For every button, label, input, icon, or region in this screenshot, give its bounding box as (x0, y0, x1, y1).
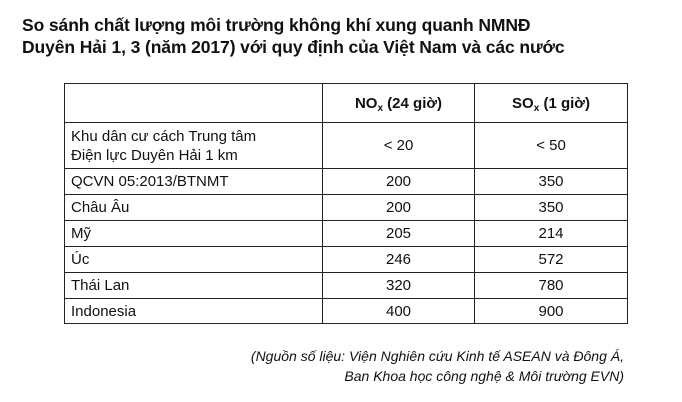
sox-value: < 50 (475, 123, 628, 169)
title-line-2: Duyên Hải 1, 3 (năm 2017) với quy định của Việt Nam và các nước (22, 37, 565, 57)
table-row (65, 221, 628, 247)
row-label: Châu Âu (65, 195, 323, 221)
row-label: Khu dân cư cách Trung tâm Điện lực Duyên Hải 1 km (65, 123, 323, 169)
table-row (65, 195, 628, 221)
header-sox: $SO_x$ (1 giờ) (475, 84, 628, 123)
source-line-2: Ban Khoa học công nghệ & Môi trường EVN) (344, 368, 624, 384)
sox-value: 780 (475, 273, 628, 299)
sox-value: 350 (475, 169, 628, 195)
sox-value: 350 (475, 195, 628, 221)
nox-value: 200 (323, 195, 475, 221)
nox-value: 246 (323, 247, 475, 273)
sox-value: 572 (475, 247, 628, 273)
title-line-1: So sánh chất lượng môi trường không khí xung quanh NMNĐ (22, 15, 531, 35)
source-line-1: (Nguồn số liệu: Viện Nghiên cứu Kinh tế ASEAN và Đông Á, (250, 348, 624, 364)
table-row (65, 299, 628, 324)
row-label: Indonesia (65, 299, 323, 324)
table-row (65, 123, 628, 169)
nox-value: 200 (323, 169, 475, 195)
nox-value: 320 (323, 273, 475, 299)
comparison-table (64, 83, 628, 324)
sox-value: 214 (475, 221, 628, 247)
table-row (65, 169, 628, 195)
source-note (251, 346, 624, 386)
row-label: Úc (65, 247, 323, 273)
nox-value: 400 (323, 299, 475, 324)
table-header-row (65, 84, 628, 123)
nox-value: < 20 (323, 123, 475, 169)
nox-value: 205 (323, 221, 475, 247)
row-label: Thái Lan (65, 273, 323, 299)
sox-value: 900 (475, 299, 628, 324)
table-row (65, 247, 628, 273)
row-label: Mỹ (65, 221, 323, 247)
page-title (22, 14, 667, 58)
row-label: QCVN 05:2013/BTNMT (65, 169, 323, 195)
header-nox: $NO_x$ (24 giờ) (323, 84, 475, 123)
table-row (65, 273, 628, 299)
header-empty-cell (65, 84, 323, 123)
